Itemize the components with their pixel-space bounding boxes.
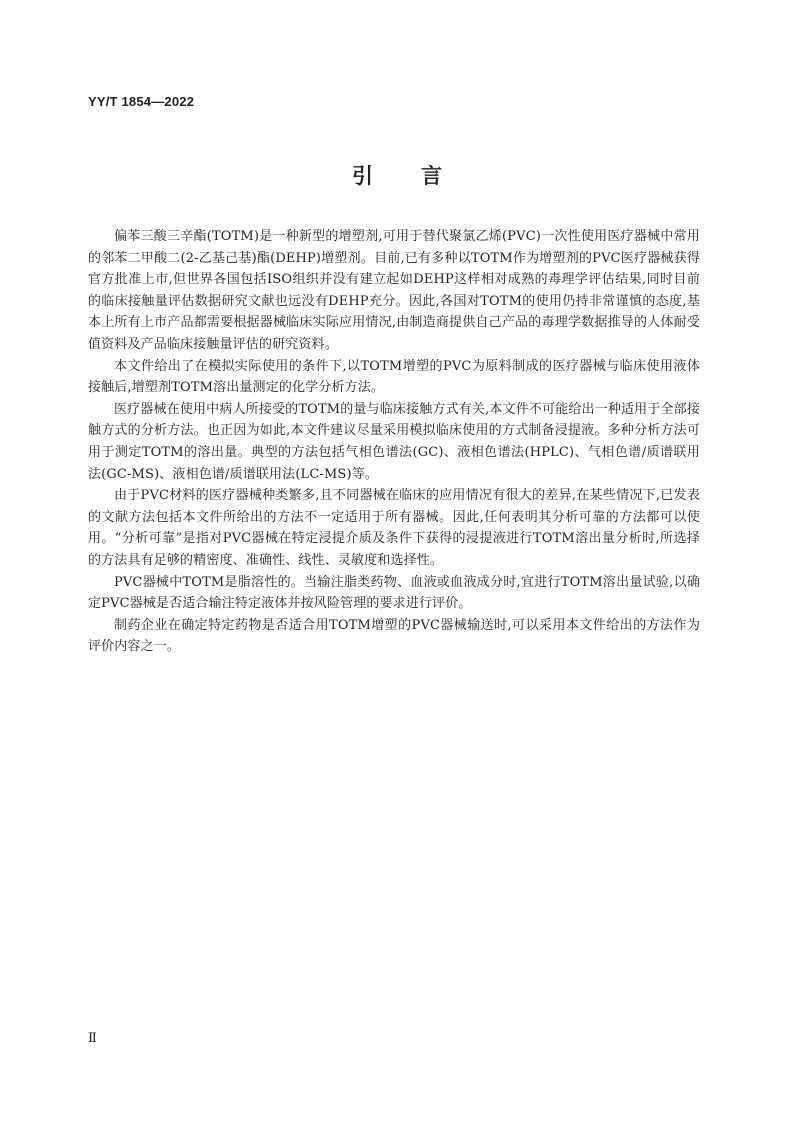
page-number: Ⅱ — [88, 1030, 97, 1045]
paragraph-5: PVC器械中TOTM是脂溶性的。当输注脂类药物、血液或血液成分时,宜进行TOTM溶出量试验,以确定PVC器械是否适合输注特定液体并按风险管理的要求进行评价。 — [88, 574, 700, 612]
paragraph-2: 本文件给出了在模拟实际使用的条件下,以TOTM增塑的PVC为原料制成的医疗器械与临床使用液体接触后,增塑剂TOTM溶出量测定的化学分析方法。 — [88, 358, 700, 396]
paragraph-6: 制药企业在确定特定药物是否适合用TOTM增塑的PVC器械输送时,可以采用本文件给出的方法作为评价内容之一。 — [88, 617, 700, 655]
paragraph-1: 偏苯三酸三辛酯(TOTM)是一种新型的增塑剂,可用于替代聚氯乙烯(PVC)一次性使用医疗器械中常用的邻苯二甲酸二(2-乙基己基)酯(DEHP)增塑剂。目前,已有多种以TOTM作为增塑剂的PVC医疗器械获得官方批准上市,但世界各国包括ISO组织并没有建立起如DEHP这样相对成熟的毒理学评估结果,同时目前的临床接触量评估数据研究文献也远没有DEHP充分。因此,各国对TOTM的使用仍持非常谨慎的态度,基本上所有上市产品都需要根据器械临床实际应用情况,由制造商提供自己产品的毒理学数据推导的人体耐受值资料及产品临床接触量评估的研究资料。 — [88, 229, 700, 352]
document-body — [88, 226, 700, 658]
paragraph-3: 医疗器械在使用中病人所接受的TOTM的量与临床接触方式有关,本文件不可能给出一种适用于全部接触方式的分析方法。也正因为如此,本文件建议尽量采用模拟临床使用的方式制备浸提液。多种分析方法可用于测定TOTM的溶出量。典型的方法包括气相色谱法(GC)、液相色谱法(HPLC)、气相色谱/质谱联用法(GC-MS)、液相色谱/质谱联用法(LC-MS)等。 — [88, 401, 700, 482]
paragraph-4: 由于PVC材料的医疗器械种类繁多,且不同器械在临床的应用情况有很大的差异,在某些情况下,已发表的文献方法包括本文件所给出的方法不一定适用于所有器械。因此,任何表明其分析可靠的方法都可以使用。“分析可靠”是指对PVC器械在特定浸提介质及条件下获得的浸提液进行TOTM溶出量分析时,所选择的方法具有足够的精密度、准确性、线性、灵敏度和选择性。 — [88, 488, 700, 568]
standard-code: YY/T 1854—2022 — [88, 94, 195, 109]
section-title: 引言 — [352, 164, 490, 188]
